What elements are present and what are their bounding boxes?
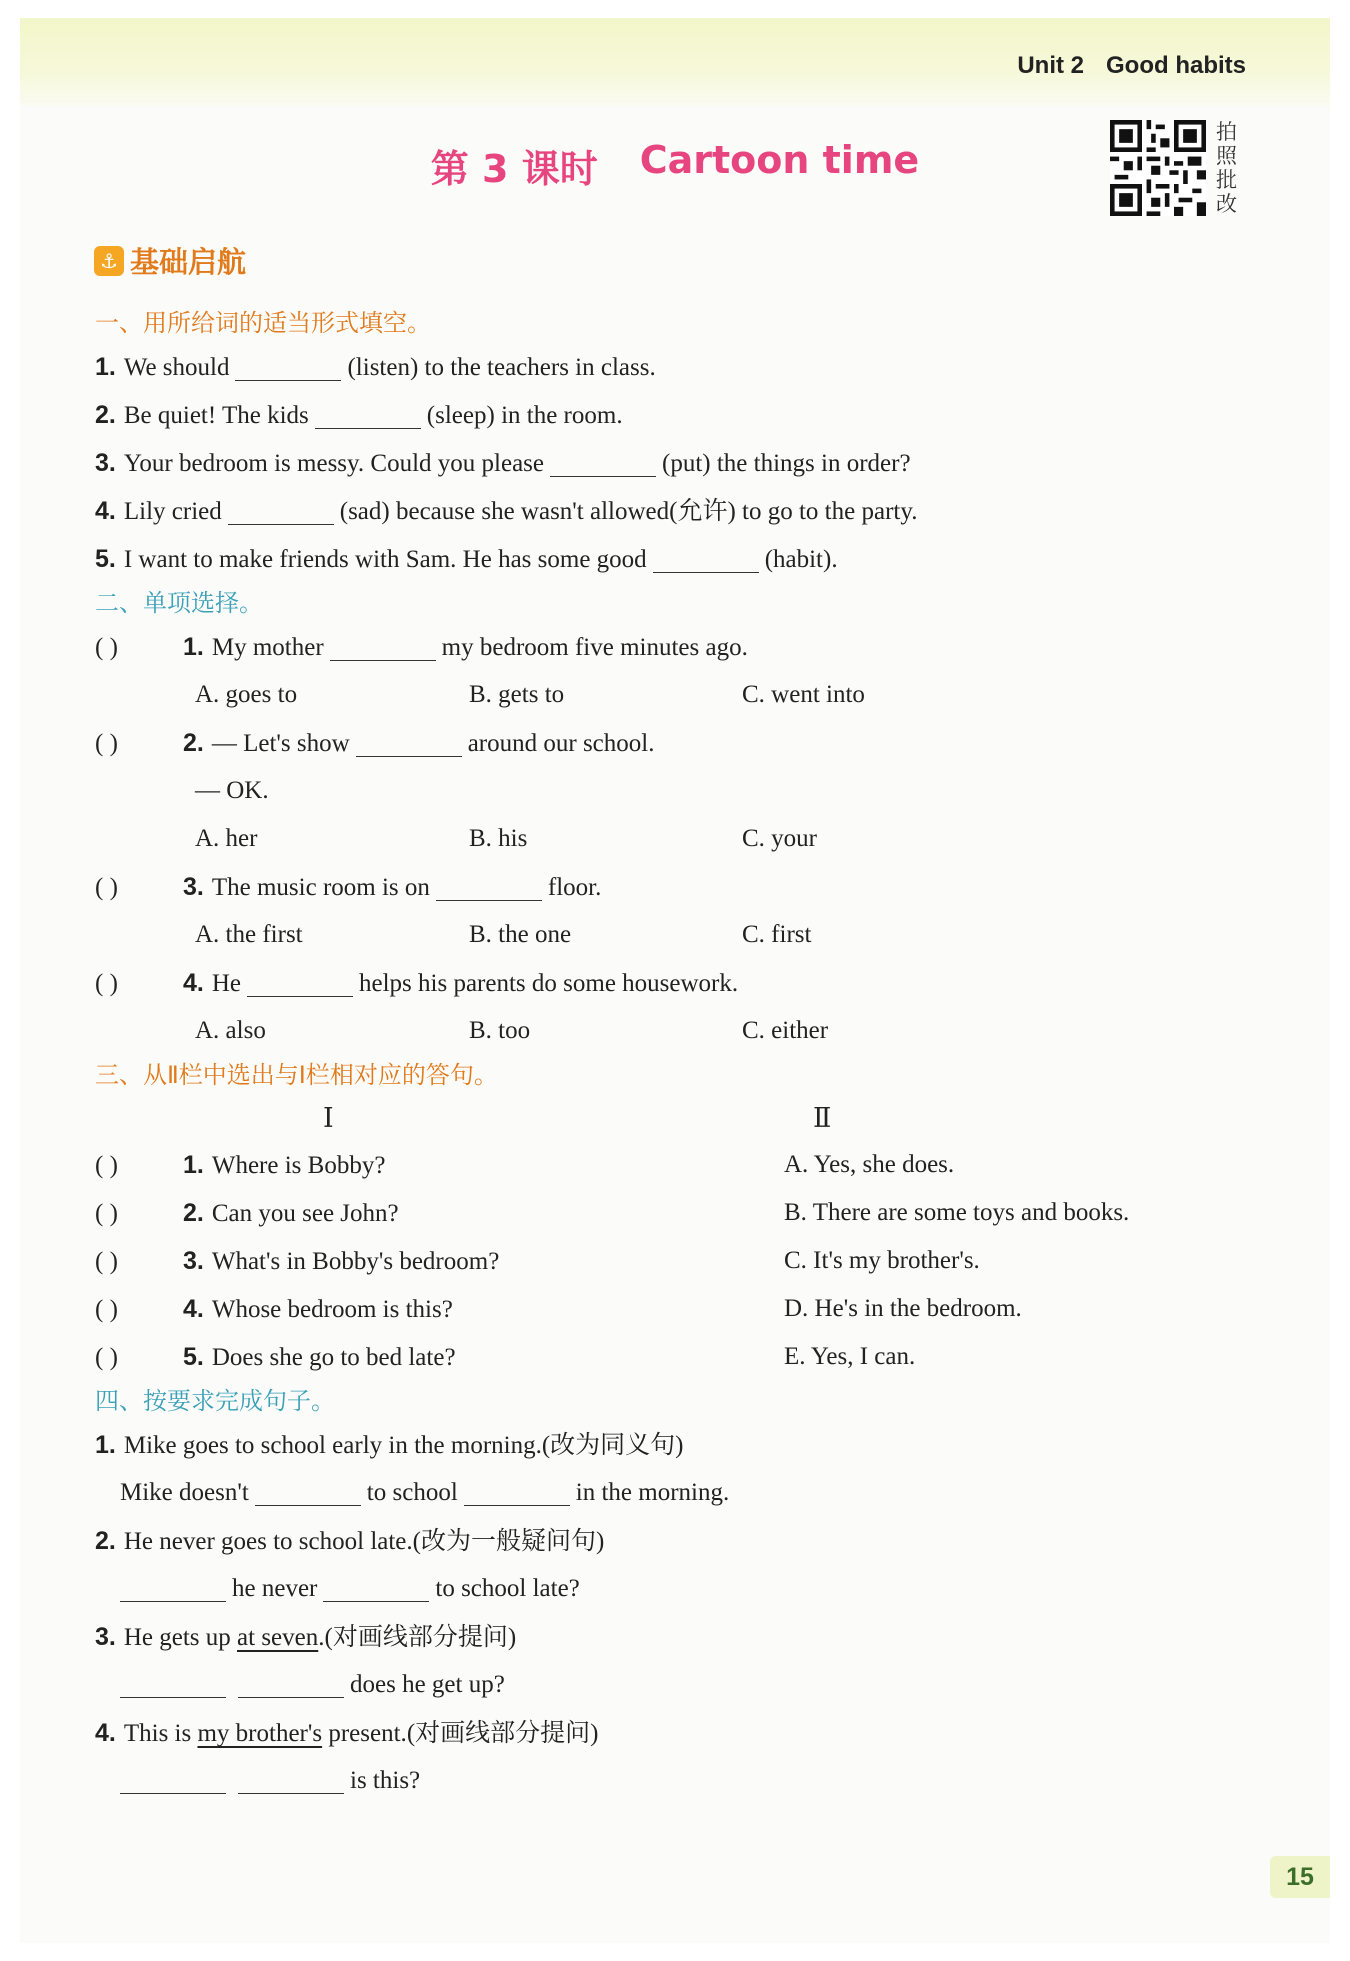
item-text: (listen) to the teachers in class. bbox=[347, 354, 656, 381]
qr-caption-char: 照 bbox=[1216, 144, 1237, 168]
answer-text: to school late? bbox=[435, 1575, 580, 1602]
item-text: He gets up bbox=[123, 1624, 238, 1651]
choice-options bbox=[95, 671, 1275, 719]
underlined-text: at seven bbox=[237, 1624, 319, 1651]
answer-text: in the morning. bbox=[575, 1479, 730, 1506]
rewrite-answer bbox=[95, 1661, 1275, 1709]
section-heading bbox=[94, 240, 246, 281]
page-number: 15 bbox=[1270, 1856, 1330, 1898]
section-name: 基础启航 bbox=[130, 245, 247, 279]
rewrite-item bbox=[95, 1613, 1275, 1661]
answer-blank[interactable] bbox=[323, 1571, 429, 1602]
answer-blank[interactable] bbox=[464, 1475, 570, 1506]
question-text: Does she go to bed late? bbox=[211, 1344, 456, 1371]
dialogue-reply: — OK. bbox=[195, 777, 269, 804]
answer-paren[interactable]: ( ) bbox=[95, 730, 118, 757]
item-text: present. bbox=[322, 1720, 407, 1747]
exercise-content bbox=[95, 303, 1275, 1805]
rewrite-answer bbox=[95, 1757, 1275, 1805]
item-text: (put) the things in order? bbox=[662, 450, 911, 477]
answer-paren[interactable]: ( ) bbox=[95, 1344, 118, 1371]
item-number: 3. bbox=[95, 449, 116, 477]
fill-item bbox=[95, 391, 1275, 439]
item-number: 3. bbox=[95, 1623, 116, 1651]
choice-options bbox=[95, 911, 1275, 959]
answer-paren[interactable]: ( ) bbox=[95, 1200, 118, 1227]
answer-option: B. There are some toys and books. bbox=[784, 1199, 1130, 1226]
choice-item bbox=[95, 863, 1275, 911]
anchor-icon: ⚓ bbox=[94, 246, 124, 276]
answer-blank bbox=[356, 726, 462, 757]
item-number: 1. bbox=[95, 1431, 116, 1459]
fill-item bbox=[95, 535, 1275, 583]
item-number: 4. bbox=[183, 1295, 204, 1323]
match-row bbox=[95, 1285, 1275, 1333]
question-text: Where is Bobby? bbox=[211, 1152, 386, 1179]
item-instruction: (改为一般疑问句) bbox=[412, 1528, 605, 1555]
answer-text: Mike doesn't bbox=[120, 1479, 249, 1506]
rewrite-answer bbox=[95, 1469, 1275, 1517]
item-text: my bedroom five minutes ago. bbox=[441, 634, 748, 661]
item-number: 2. bbox=[183, 1199, 204, 1227]
item-text: My mother bbox=[211, 634, 324, 661]
answer-paren[interactable]: ( ) bbox=[95, 1248, 118, 1275]
item-text: The music room is on bbox=[211, 874, 430, 901]
item-text: (sad) because she wasn't allowed(允许) to go to the party. bbox=[339, 498, 918, 525]
question-text: What's in Bobby's bedroom? bbox=[211, 1248, 500, 1275]
item-text: Be quiet! The kids bbox=[123, 402, 309, 429]
answer-blank[interactable] bbox=[120, 1667, 226, 1698]
option-b[interactable]: B. his bbox=[469, 825, 528, 852]
answer-option: A. Yes, she does. bbox=[784, 1151, 955, 1178]
part2-title: 二、单项选择。 bbox=[95, 589, 263, 617]
item-number: 4. bbox=[95, 497, 116, 525]
qr-caption-char: 改 bbox=[1216, 192, 1237, 216]
option-c[interactable]: C. your bbox=[742, 825, 817, 852]
item-text: (sleep) in the room. bbox=[426, 402, 623, 429]
item-number: 2. bbox=[183, 729, 204, 757]
fill-item bbox=[95, 487, 1275, 535]
part4-title: 四、按要求完成句子。 bbox=[95, 1387, 335, 1415]
answer-blank[interactable] bbox=[255, 1475, 361, 1506]
item-number: 3. bbox=[183, 1247, 204, 1275]
answer-option: C. It's my brother's. bbox=[784, 1247, 980, 1274]
unit-label bbox=[1017, 52, 1246, 80]
choice-options bbox=[95, 1007, 1275, 1055]
item-text: Your bedroom is messy. Could you please bbox=[123, 450, 544, 477]
answer-blank bbox=[436, 870, 542, 901]
header-band bbox=[20, 18, 1330, 106]
answer-blank[interactable] bbox=[238, 1763, 344, 1794]
match-row bbox=[95, 1141, 1275, 1189]
option-b[interactable]: B. gets to bbox=[469, 681, 565, 708]
match-row bbox=[95, 1237, 1275, 1285]
answer-blank[interactable] bbox=[653, 542, 759, 573]
lesson-topic: Cartoon time bbox=[639, 138, 920, 182]
choice-item bbox=[95, 719, 1275, 767]
answer-paren[interactable]: ( ) bbox=[95, 1152, 118, 1179]
match-row bbox=[95, 1189, 1275, 1237]
unit-number: Unit 2 bbox=[1017, 52, 1084, 79]
qr-caption-char: 拍 bbox=[1216, 120, 1237, 144]
rewrite-item bbox=[95, 1709, 1275, 1757]
answer-text: he never bbox=[232, 1575, 318, 1602]
choice-options bbox=[95, 815, 1275, 863]
item-instruction: (对画线部分提问) bbox=[406, 1720, 599, 1747]
unit-title: Good habits bbox=[1106, 52, 1246, 79]
option-a[interactable]: A. her bbox=[195, 825, 258, 852]
item-text: helps his parents do some housework. bbox=[359, 970, 739, 997]
part1-title: 一、用所给词的适当形式填空。 bbox=[95, 309, 431, 337]
item-text: . bbox=[318, 1624, 325, 1651]
qr-caption-char: 批 bbox=[1216, 168, 1237, 192]
column-1-header: Ⅰ bbox=[323, 1103, 334, 1133]
answer-blank[interactable] bbox=[120, 1763, 226, 1794]
choice-item bbox=[95, 623, 1275, 671]
option-a[interactable]: A. also bbox=[195, 1017, 266, 1044]
qr-code-icon[interactable] bbox=[1110, 120, 1206, 216]
fill-item bbox=[95, 439, 1275, 487]
item-text: This is bbox=[123, 1720, 198, 1747]
item-instruction: (改为同义句) bbox=[541, 1432, 684, 1459]
answer-paren[interactable]: ( ) bbox=[95, 634, 118, 661]
answer-text: is this? bbox=[350, 1767, 421, 1794]
item-text: Lily cried bbox=[123, 498, 222, 525]
answer-text: to school bbox=[366, 1479, 458, 1506]
item-text: (habit). bbox=[764, 546, 838, 573]
workbook-page bbox=[20, 18, 1330, 1943]
option-b[interactable]: B. too bbox=[469, 1017, 531, 1044]
answer-blank bbox=[330, 630, 436, 661]
answer-text: does he get up? bbox=[350, 1671, 505, 1698]
option-a[interactable]: A. goes to bbox=[195, 681, 298, 708]
item-text: I want to make friends with Sam. He has some good bbox=[123, 546, 647, 573]
fill-item bbox=[95, 343, 1275, 391]
option-c[interactable]: C. went into bbox=[742, 681, 865, 708]
option-b[interactable]: B. the one bbox=[469, 921, 572, 948]
answer-paren[interactable]: ( ) bbox=[95, 970, 118, 997]
answer-option: E. Yes, I can. bbox=[784, 1343, 916, 1370]
option-c[interactable]: C. either bbox=[742, 1017, 829, 1044]
item-number: 5. bbox=[95, 545, 116, 573]
item-text: around our school. bbox=[467, 730, 655, 757]
answer-blank[interactable] bbox=[238, 1667, 344, 1698]
item-text: He bbox=[211, 970, 242, 997]
item-number: 1. bbox=[183, 633, 204, 661]
rewrite-item bbox=[95, 1421, 1275, 1469]
item-text: — Let's show bbox=[211, 730, 350, 757]
item-text: floor. bbox=[547, 874, 602, 901]
rewrite-item bbox=[95, 1517, 1275, 1565]
item-number: 2. bbox=[95, 401, 116, 429]
lesson-number: 第 3 课时 bbox=[430, 147, 598, 191]
item-number: 3. bbox=[183, 873, 204, 901]
choice-item bbox=[95, 959, 1275, 1007]
question-text: Can you see John? bbox=[211, 1200, 399, 1227]
item-instruction: (对画线部分提问) bbox=[324, 1624, 517, 1651]
item-number: 4. bbox=[183, 969, 204, 997]
item-number: 1. bbox=[95, 353, 116, 381]
item-number: 2. bbox=[95, 1527, 116, 1555]
answer-blank bbox=[247, 966, 353, 997]
answer-blank[interactable] bbox=[228, 494, 334, 525]
match-row bbox=[95, 1333, 1275, 1381]
answer-option: D. He's in the bedroom. bbox=[784, 1295, 1022, 1322]
item-number: 5. bbox=[183, 1343, 204, 1371]
option-a[interactable]: A. the first bbox=[195, 921, 303, 948]
part3-title: 三、从Ⅱ栏中选出与Ⅰ栏相对应的答句。 bbox=[95, 1061, 498, 1089]
question-text: Whose bedroom is this? bbox=[211, 1296, 453, 1323]
qr-caption bbox=[1216, 120, 1240, 216]
answer-blank[interactable] bbox=[550, 446, 656, 477]
item-text: We should bbox=[123, 354, 230, 381]
column-headers bbox=[95, 1095, 1275, 1141]
item-number: 4. bbox=[95, 1719, 116, 1747]
option-c[interactable]: C. first bbox=[742, 921, 812, 948]
answer-paren[interactable]: ( ) bbox=[95, 1296, 118, 1323]
rewrite-answer bbox=[95, 1565, 1275, 1613]
item-text: He never goes to school late. bbox=[123, 1528, 413, 1555]
item-number: 1. bbox=[183, 1151, 204, 1179]
answer-paren[interactable]: ( ) bbox=[95, 874, 118, 901]
underlined-text: my brother's bbox=[197, 1720, 323, 1747]
answer-blank[interactable] bbox=[235, 350, 341, 381]
column-2-header: Ⅱ bbox=[813, 1103, 832, 1133]
answer-blank[interactable] bbox=[120, 1571, 226, 1602]
answer-blank[interactable] bbox=[315, 398, 421, 429]
item-text: Mike goes to school early in the morning. bbox=[123, 1432, 542, 1459]
